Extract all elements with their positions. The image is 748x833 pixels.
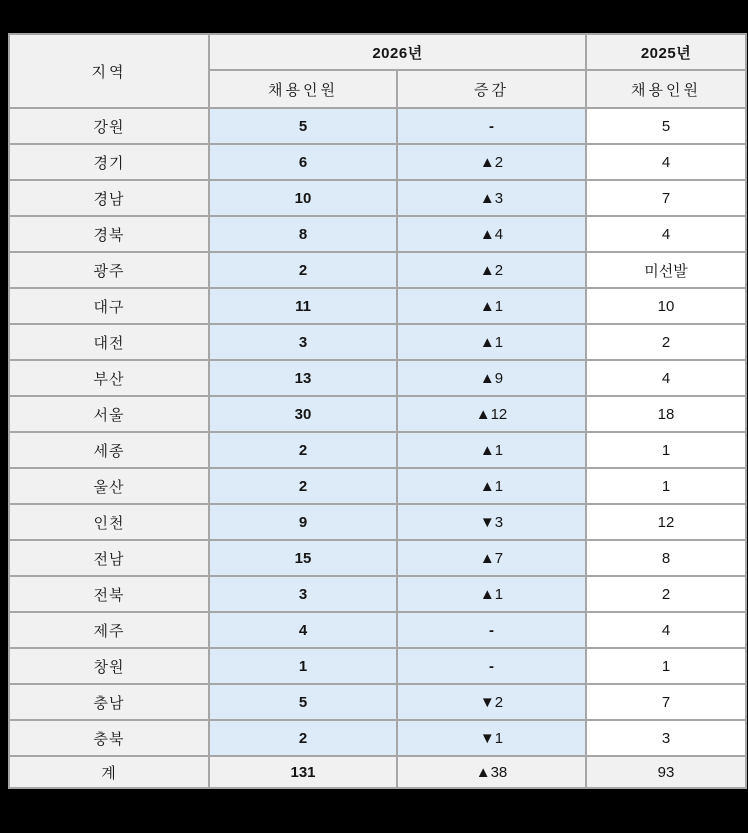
hires-2026-cell: 4	[209, 612, 397, 648]
hires-2025-cell: 미선발	[586, 252, 746, 288]
table-row	[9, 324, 746, 360]
total-row	[9, 756, 746, 788]
hires-2025-cell: 8	[586, 540, 746, 576]
table-row	[9, 468, 746, 504]
region-cell: 대구	[9, 288, 209, 324]
change-cell: -	[397, 108, 586, 144]
hires-2025-cell: 4	[586, 144, 746, 180]
table-body	[9, 108, 746, 788]
region-cell: 충남	[9, 684, 209, 720]
hires-2025-cell: 4	[586, 216, 746, 252]
region-cell: 제주	[9, 612, 209, 648]
table-row	[9, 540, 746, 576]
hires-2026-cell: 131	[209, 756, 397, 788]
table-row	[9, 504, 746, 540]
change-cell: ▲2	[397, 144, 586, 180]
table-row	[9, 180, 746, 216]
change-cell: ▲1	[397, 576, 586, 612]
hires-2025-cell: 2	[586, 324, 746, 360]
region-cell: 세종	[9, 432, 209, 468]
change-cell: ▲1	[397, 324, 586, 360]
change-cell: ▼3	[397, 504, 586, 540]
column-header-change: 증감	[397, 70, 586, 108]
hires-2026-cell: 2	[209, 432, 397, 468]
change-cell: ▲1	[397, 468, 586, 504]
hires-2025-cell: 12	[586, 504, 746, 540]
table-row	[9, 144, 746, 180]
region-cell: 전남	[9, 540, 209, 576]
regional-recruitment-table	[8, 33, 747, 789]
hires-2026-cell: 5	[209, 684, 397, 720]
region-cell: 전북	[9, 576, 209, 612]
hires-2025-cell: 4	[586, 360, 746, 396]
change-cell: ▼2	[397, 684, 586, 720]
hires-2025-cell: 2	[586, 576, 746, 612]
hires-2026-cell: 3	[209, 324, 397, 360]
table-row	[9, 288, 746, 324]
region-cell: 대전	[9, 324, 209, 360]
hires-2026-cell: 30	[209, 396, 397, 432]
hires-2025-cell: 4	[586, 612, 746, 648]
region-cell: 서울	[9, 396, 209, 432]
hires-2025-cell: 7	[586, 180, 746, 216]
table-row	[9, 216, 746, 252]
hires-2026-cell: 8	[209, 216, 397, 252]
hires-2025-cell: 10	[586, 288, 746, 324]
table-row	[9, 108, 746, 144]
change-cell: ▲2	[397, 252, 586, 288]
hires-2026-cell: 2	[209, 252, 397, 288]
hires-2025-cell: 1	[586, 468, 746, 504]
hires-2026-cell: 13	[209, 360, 397, 396]
table-row	[9, 360, 746, 396]
table-row	[9, 684, 746, 720]
change-cell: ▲38	[397, 756, 586, 788]
hires-2026-cell: 15	[209, 540, 397, 576]
hires-2025-cell: 1	[586, 432, 746, 468]
change-cell: ▲4	[397, 216, 586, 252]
hires-2025-cell: 18	[586, 396, 746, 432]
region-cell: 충북	[9, 720, 209, 756]
table-row	[9, 648, 746, 684]
region-cell: 경북	[9, 216, 209, 252]
hires-2026-cell: 9	[209, 504, 397, 540]
column-header-hires-2025: 채용인원	[586, 70, 746, 108]
column-group-header-2025: 2025년	[586, 34, 746, 70]
change-cell: ▲12	[397, 396, 586, 432]
column-header-region: 지역	[9, 34, 209, 108]
table-row	[9, 612, 746, 648]
hires-2026-cell: 3	[209, 576, 397, 612]
hires-2025-cell: 1	[586, 648, 746, 684]
table-row	[9, 576, 746, 612]
change-cell: ▲1	[397, 288, 586, 324]
region-cell: 인천	[9, 504, 209, 540]
header-row-years	[9, 34, 746, 70]
hires-2026-cell: 1	[209, 648, 397, 684]
hires-2025-cell: 93	[586, 756, 746, 788]
hires-2025-cell: 7	[586, 684, 746, 720]
hires-2025-cell: 5	[586, 108, 746, 144]
change-cell: -	[397, 648, 586, 684]
change-cell: ▼1	[397, 720, 586, 756]
region-cell: 계	[9, 756, 209, 788]
hires-2026-cell: 6	[209, 144, 397, 180]
hires-2026-cell: 2	[209, 468, 397, 504]
hires-2026-cell: 10	[209, 180, 397, 216]
change-cell: ▲1	[397, 432, 586, 468]
column-header-hires-2026: 채용인원	[209, 70, 397, 108]
change-cell: ▲9	[397, 360, 586, 396]
table-row	[9, 720, 746, 756]
change-cell: ▲7	[397, 540, 586, 576]
hires-2026-cell: 2	[209, 720, 397, 756]
change-cell: -	[397, 612, 586, 648]
region-cell: 창원	[9, 648, 209, 684]
table-row	[9, 396, 746, 432]
region-cell: 강원	[9, 108, 209, 144]
table-row	[9, 252, 746, 288]
hires-2025-cell: 3	[586, 720, 746, 756]
column-group-header-2026: 2026년	[209, 34, 586, 70]
region-cell: 울산	[9, 468, 209, 504]
hires-2026-cell: 11	[209, 288, 397, 324]
region-cell: 부산	[9, 360, 209, 396]
change-cell: ▲3	[397, 180, 586, 216]
region-cell: 광주	[9, 252, 209, 288]
table-row	[9, 432, 746, 468]
table-header	[9, 34, 746, 108]
hires-2026-cell: 5	[209, 108, 397, 144]
region-cell: 경남	[9, 180, 209, 216]
region-cell: 경기	[9, 144, 209, 180]
